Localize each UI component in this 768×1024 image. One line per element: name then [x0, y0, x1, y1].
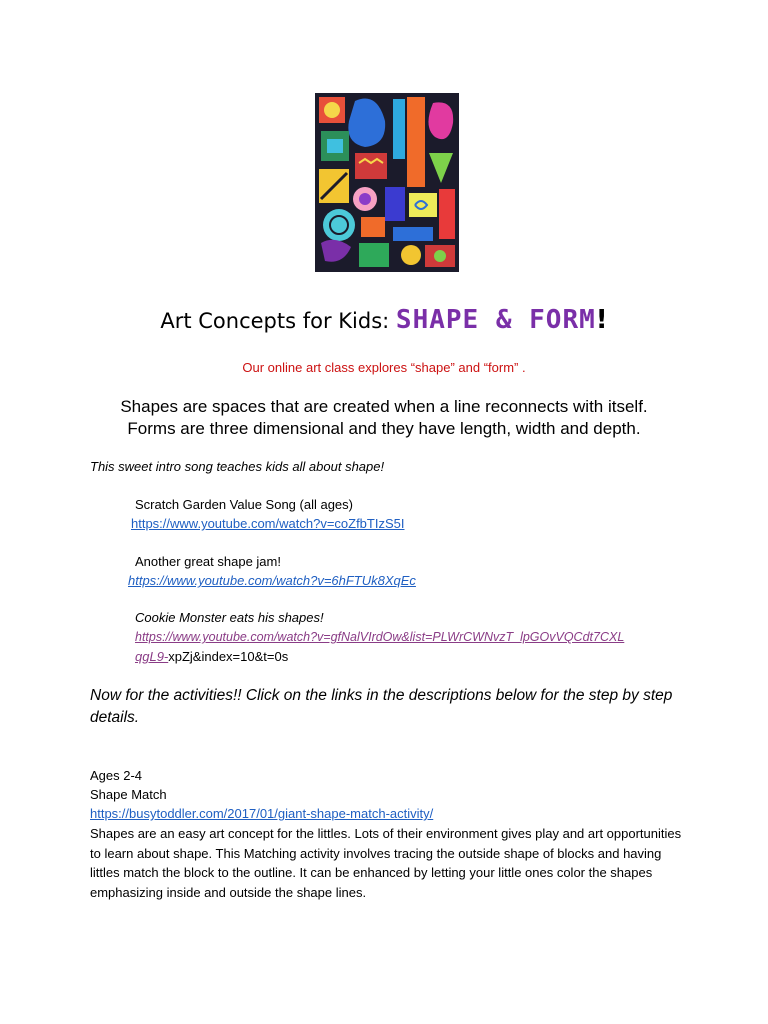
definition-forms: Forms are three dimensional and they have length, width and depth.	[127, 419, 641, 438]
definition-shapes: Shapes are spaces that are created when a line reconnects with itself.	[120, 397, 648, 416]
video-3-label: Cookie Monster eats his shapes!	[135, 610, 324, 625]
title-shape-form: SHAPE & FORM	[395, 305, 596, 335]
video-3-link-line2-rest: xpZj&index=10&t=0s	[168, 649, 289, 664]
title-exclamation: !	[595, 305, 608, 335]
video-1-label: Scratch Garden Value Song (all ages)	[135, 497, 353, 512]
video-3-link-line1[interactable]: https://www.youtube.com/watch?v=gfNalVIrdOw&list=PLWrCWNvzT_lpGOvVQCdt7CXL	[135, 630, 625, 644]
video-2-link[interactable]: https://www.youtube.com/watch?v=6hFTUk8XqEc	[128, 573, 416, 588]
title-lead: Art Concepts for Kids:	[160, 309, 396, 333]
activity-ages: Ages 2-4	[90, 768, 143, 783]
definitions	[0, 396, 768, 440]
activities-heading: Now for the activities!! Click on the links in the descriptions below for the step by step details.	[90, 687, 673, 726]
abstract-shapes-icon	[315, 93, 459, 272]
hero-artwork-image	[315, 93, 459, 272]
video-3-link-line2-link[interactable]: qgL9-	[135, 649, 169, 664]
video-1-link[interactable]: https://www.youtube.com/watch?v=coZfbTIzS5I	[131, 516, 405, 531]
activity-description: Shapes are an easy art concept for the littles. Lots of their environment gives play and art opportunities to learn about shape. This Matching activity involves tracing the outside shape of blocks and having littles match the block to the outline. It can be enhanced by letting your little ones color the shapes emphasizing inside and outside the shape lines.	[90, 826, 682, 900]
page-title	[0, 302, 768, 339]
activity-link[interactable]: https://busytoddler.com/2017/01/giant-shape-match-activity/	[90, 806, 434, 821]
activity-name: Shape Match	[90, 787, 167, 802]
video-2-label: Another great shape jam!	[135, 554, 281, 569]
video-3-link-line2	[135, 647, 288, 666]
subtitle: Our online art class explores “shape” and “form” .	[242, 360, 526, 375]
intro-text: This sweet intro song teaches kids all about shape!	[90, 459, 385, 474]
